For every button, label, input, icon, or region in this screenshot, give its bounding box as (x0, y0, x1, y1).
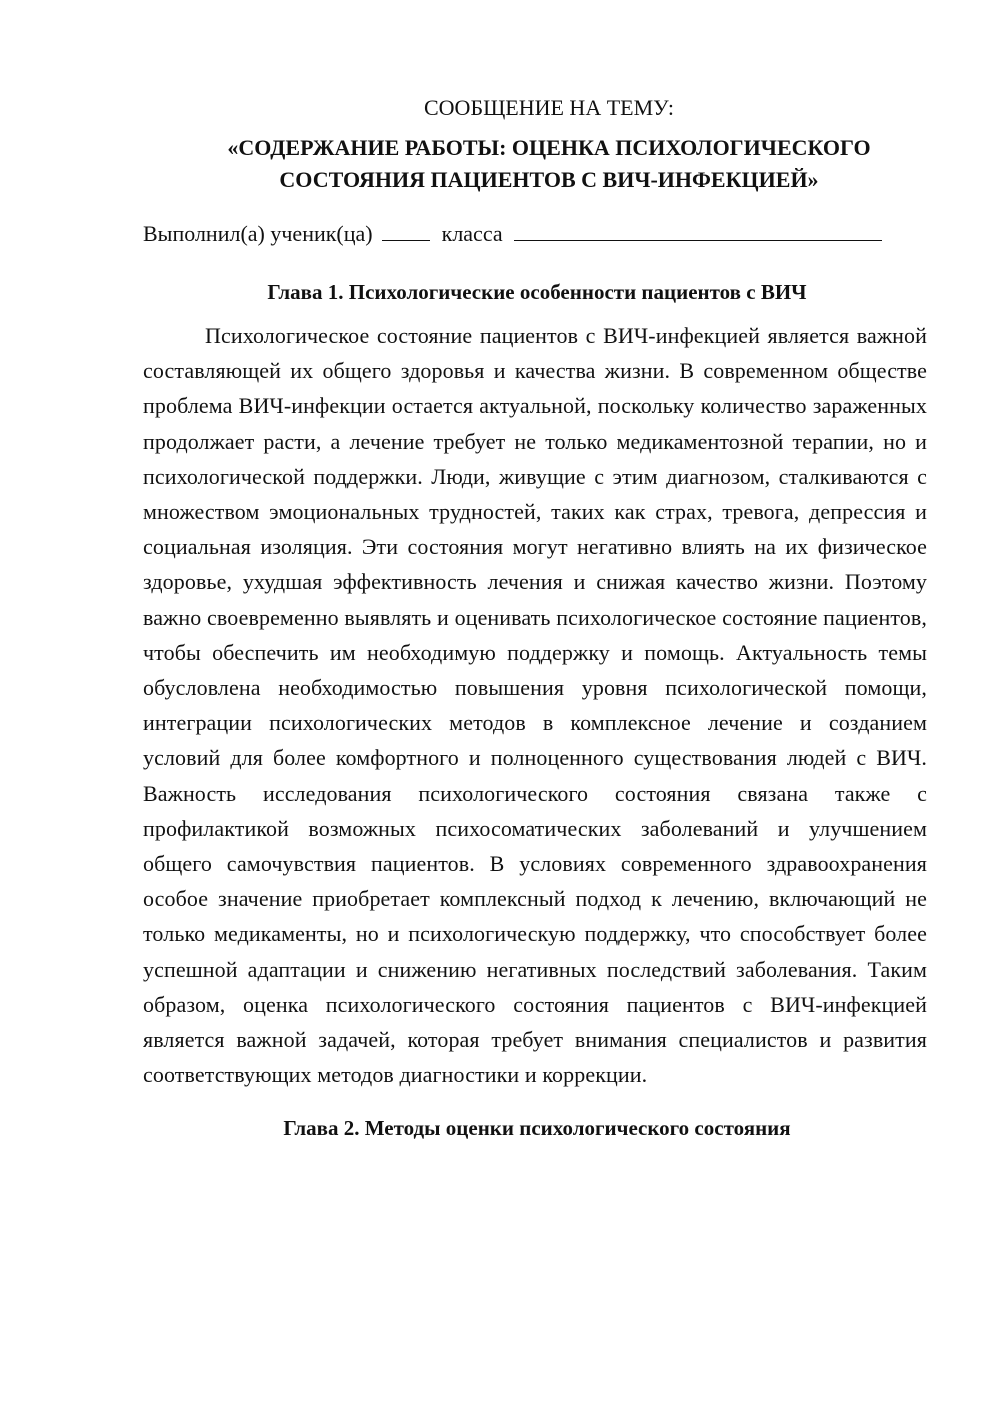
document-title-line-2: СОСТОЯНИЯ ПАЦИЕНТОВ С ВИЧ-ИНФЕКЦИЕЙ» (279, 167, 819, 192)
chapter-1-heading: Глава 1. Психологические особенности пациентов с ВИЧ (267, 280, 807, 304)
author-class-word: класса (441, 221, 503, 246)
author-prefix: Выполнил(а) ученик(ца) (143, 221, 373, 246)
document-title (143, 132, 927, 196)
grade-blank-field[interactable] (382, 218, 430, 241)
chapter-2-heading: Глава 2. Методы оценки психологического состояния (283, 1116, 791, 1141)
name-blank-field[interactable] (514, 218, 882, 241)
document-header-label: СООБЩЕНИЕ НА ТЕМУ: (424, 95, 674, 120)
document-page (143, 92, 927, 1144)
author-line (143, 218, 927, 250)
document-title-line-1: «СОДЕРЖАНИЕ РАБОТЫ: ОЦЕНКА ПСИХОЛОГИЧЕСКОГО (227, 135, 871, 160)
chapter-1-paragraph: Психологическое состояние пациентов с ВИЧ-инфекцией является важной составляющей их общего здоровья и качества жизни. В современном обществе проблема ВИЧ-инфекции остается актуальной, поскольку количество зараженных продолжает расти, а лечение требует не только медикаментозной терапии, но и психологической поддержки. Люди, живущие с этим диагнозом, сталкиваются с множеством эмоциональных трудностей, таких как страх, тревога, депрессия и социальная изоляция. Эти состояния могут негативно влиять на их физическое здоровье, ухудшая эффективность лечения и снижая качество жизни. Поэтому важно своевременно выявлять и оценивать психологическое состояние пациентов, чтобы обеспечить им необходимую поддержку и помощь. Актуальность темы обусловлена необходимостью повышения уровня психологической помощи, интеграции психологических методов в комплексное лечение и созданием условий для более комфортного и полноценного существования людей с ВИЧ. Важность исследования психологического состояния связана также с профилактикой возможных психосоматических заболеваний и улучшением общего самочувствия пациентов. В условиях современного здравоохранения особое значение приобретает комплексный подход к лечению, включающий не только медикаменты, но и психологическую поддержку, что способствует более успешной адаптации и снижению негативных последствий заболевания. Таким образом, оценка психологического состояния пациентов с ВИЧ-инфекцией является важной задачей, которая требует внимания специалистов и развития соответствующих методов диагностики и коррекции. (143, 323, 927, 1088)
